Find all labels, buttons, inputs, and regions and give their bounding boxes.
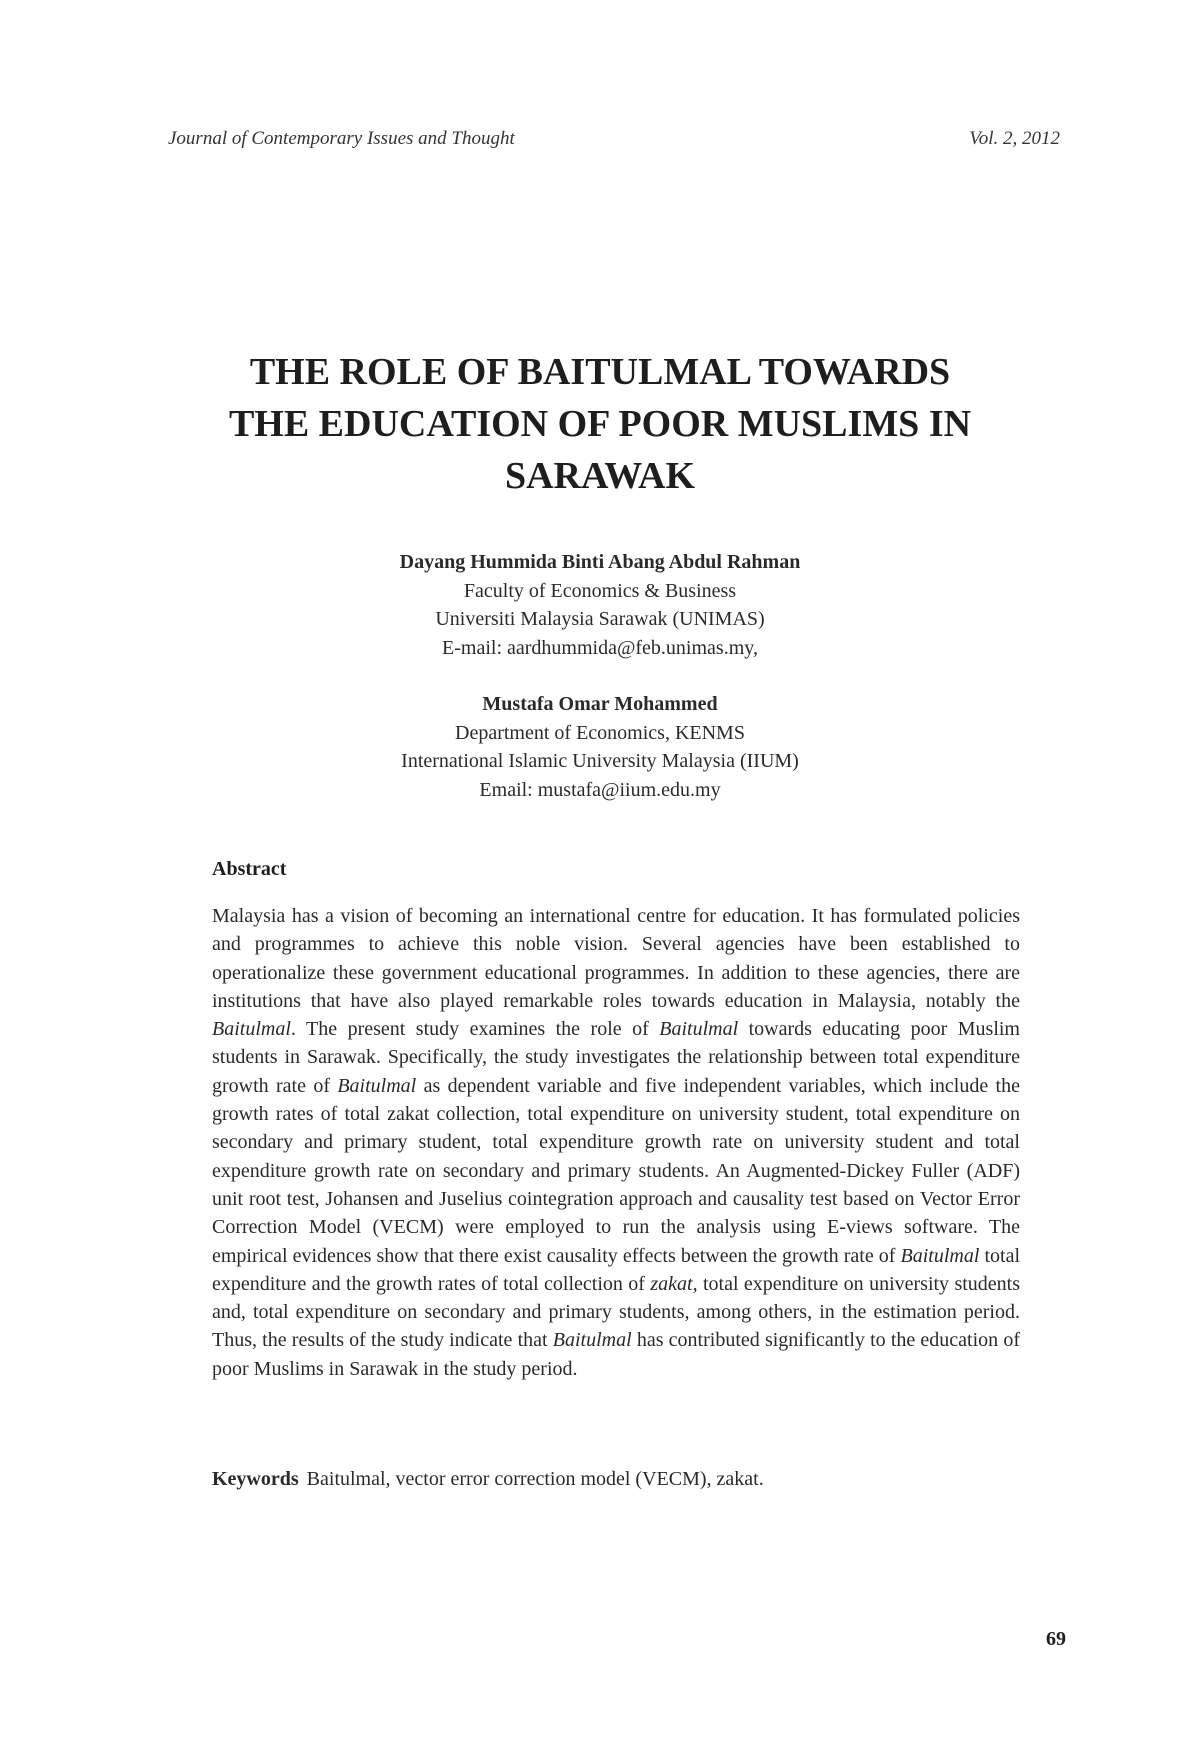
page-number: 69 <box>1046 1628 1066 1650</box>
abstract-italic-term: Baitulmal <box>337 1074 417 1097</box>
author-email: E-mail: aardhummida@feb.unimas.my, <box>442 636 758 659</box>
keywords-label: Keywords <box>212 1468 299 1490</box>
keywords-text: Baitulmal, vector error correction model (VECM), zakat. <box>306 1468 764 1490</box>
author-institution: International Islamic University Malaysia (IIUM) <box>401 750 799 772</box>
abstract-text: Malaysia has a vision of becoming an international centre for education. It has formulated policies and programmes to achieve this noble vision. Several agencies have been established to operationalize these government educational programmes. In addition to these agencies, there are institutions that have also played remarkable roles towards education in Malaysia, notably the <box>212 905 1020 1012</box>
abstract-heading: Abstract <box>212 858 287 880</box>
abstract-italic-term: zakat <box>650 1272 693 1295</box>
abstract-text: towards educating poor Muslim students in Sarawak. Specifically, the study investigates the relationship between total expenditure growth rate of <box>212 1018 1020 1097</box>
author-affiliation: Department of Economics, KENMS <box>455 721 745 744</box>
abstract-italic-term: Baitulmal <box>212 1018 291 1041</box>
author-block-2 <box>200 690 1000 804</box>
author-email: Email: mustafa@iium.edu.my <box>479 778 721 801</box>
volume-info: Vol. 2, 2012 <box>969 128 1060 149</box>
abstract-text: has contributed significantly to the education of poor Muslims in Sarawak in the study period. <box>212 1329 1021 1380</box>
author-name: Mustafa Omar Mohammed <box>482 693 718 715</box>
author-block-1 <box>200 548 1000 662</box>
author-name: Dayang Hummida Binti Abang Abdul Rahman <box>399 551 801 573</box>
abstract-italic-term: Baitulmal <box>900 1244 980 1267</box>
author-affiliation: Faculty of Economics & Business <box>463 579 737 602</box>
keywords-line <box>212 1468 1020 1491</box>
abstract-text: as dependent variable and five independent variables, which include the growth rates of total zakat collection, total expenditure on university student, total expenditure on secondary and primary student, total expenditure growth rate on university student and total expenditure growth rate on secondary and primary students. An Augmented-Dickey Fuller (ADF) unit root test, Johansen and Juselius cointegration approach and causality test based on Vector Error Correction Model (VECM) were employed to run the analysis using E-views software. The empirical evidences show that there exist causality effects between the growth rate of <box>212 1074 1020 1267</box>
title-line: THE EDUCATION OF POOR MUSLIMS IN <box>228 403 972 445</box>
journal-name: Journal of Contemporary Issues and Thought <box>168 128 515 149</box>
abstract-italic-term: Baitulmal <box>659 1018 739 1041</box>
title-line: SARAWAK <box>504 455 696 497</box>
abstract-italic-term: Baitulmal <box>552 1329 632 1352</box>
author-institution: Universiti Malaysia Sarawak (UNIMAS) <box>435 608 765 630</box>
abstract-text: . The present study examines the role of <box>290 1018 660 1041</box>
title-line: THE ROLE OF BAITULMAL TOWARDS <box>249 351 951 393</box>
abstract-text: total expenditure and the growth rates of total collection of <box>212 1244 1020 1295</box>
abstract-text: , total expenditure on university students and, total expenditure on secondary and primary students, among others, in the estimation period. Thus, the results of the study indicate that <box>212 1272 1020 1352</box>
paper-title <box>150 346 1050 502</box>
abstract-body <box>212 902 1020 1383</box>
